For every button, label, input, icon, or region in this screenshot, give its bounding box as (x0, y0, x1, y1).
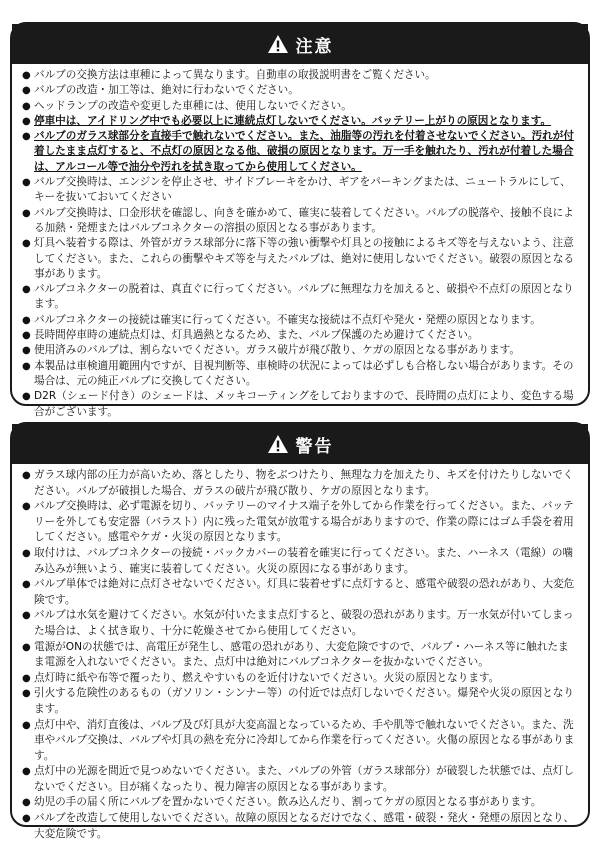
caution-list-item (22, 313, 578, 328)
warning-list-item (22, 718, 578, 765)
warning-list-item (22, 640, 578, 671)
caution-list-item (22, 389, 578, 420)
caution-item-text: バルブコネクターの脱着は、真直ぐに行ってください。バルブに無理な力を加えると、破損や不点灯の原因となります。 (34, 283, 574, 311)
warning-item-text: 点灯中の光源を間近で見つめないでください。また、バルブの外管（ガラス球部分）が破裂した状態では、点灯しないでください。目が痛くなったり、視力障害の原因となる事があります。 (34, 765, 574, 793)
caution-item-text: 灯具へ装着する際は、外管がガラス球部分に落下等の強い衝撃や灯具との接触によるキズ等を与えないよう、注意してください。また、これらの衝撃やキズ等を与えたバルブは、絶対に使用しないでください。破裂の原因となる事があります。 (34, 237, 575, 280)
warning-item-text: 取付けは、バルブコネクターの接続・バックカバーの装着を確実に行ってください。また、ハーネス（電線）の噛み込みが無いよう、確実に装着してください。火災の原因になる事があります。 (34, 546, 574, 575)
caution-item-text: バルブ交換時は、口金形状を確認し、向きを確かめて、確実に装着してください。バルブの脱落や、接触不良による加熱・発煙またはバルブコネクターの溶損の原因となる事があります。 (34, 206, 574, 234)
caution-item-text: バルブの改造・加工等は、絶対に行わないでください。 (34, 84, 299, 97)
warning-triangle-icon (267, 434, 289, 454)
warning-list-item (22, 671, 578, 687)
caution-list-item (22, 99, 578, 114)
warning-header (12, 424, 588, 464)
warning-list-item (22, 764, 578, 795)
caution-item-text: 長時間停車時の連続点灯は、灯具過熱となるため、また、バルブ保護のため避けてください。 (34, 329, 479, 342)
caution-list-item (22, 328, 578, 343)
caution-item-text: バルブコネクターの接続は確実に行ってください。不確実な接続は不点灯や発火・発煙の原因となります。 (34, 313, 541, 326)
caution-list-item (22, 175, 578, 206)
warning-list-item (22, 686, 578, 717)
warning-item-text: バルブは水気を避けてください。水気が付いたまま点灯すると、破裂の恐れがあります。万一水気が付いてしまった場合は、よく拭き取り、十分に乾燥させてから使用してください。 (34, 609, 574, 637)
warning-item-text: 引火する危険性のあるもの（ガソリン・シンナー等）の付近では点灯しないでください。爆発や火災の原因となります。 (34, 687, 575, 715)
caution-item-text: 停車中は、アイドリング中でも必要以上に連続点灯しないでください。バッテリー上がりの原因となります。 (34, 114, 552, 127)
caution-panel (10, 22, 590, 418)
caution-item-text: バルブのガラス球部分を直接手で触れないでください。また、油脂等の汚れを付着させないでください。汚れが付着したまま点灯すると、不点灯の原因となる他、破損の原因となります。万一手を触れたり、汚れが付着した場合は、アルコール等で油分や汚れを拭き取ってから使用してください。 (34, 130, 574, 173)
caution-list-item (22, 359, 578, 390)
caution-item-text: バルブ交換時は、エンジンを停止させ、サイドブレーキをかけ、ギアをパーキングまたは、ニュートラルにして、キーを抜いておいてください (34, 176, 571, 204)
warning-list-item (22, 795, 578, 811)
caution-item-text: ヘッドランプの改造や変更した車種には、使用しないでください。 (34, 99, 352, 112)
warning-item-text: 電源がONの状態では、高電圧が発生し、感電の恐れがあり、大変危険ですので、バルブ・ハーネス等に触れたまま電源を入れないでください。また、点灯中は絶対にバルブコネクターを抜かないでください。 (34, 640, 569, 669)
caution-list-item (22, 282, 578, 313)
caution-list-item (22, 83, 578, 98)
warning-item-text: バルブ単体では絶対に点灯させないでください。灯具に装着せずに点灯すると、感電や破裂の恐れがあり、大変危険です。 (34, 578, 575, 606)
caution-item-text: 本製品は車検適用範囲内ですが、目視判断等、車検時の状況によっては必ずしも合格しない場合があります。その場合は、元の純正バルブに交換してください。 (34, 359, 574, 387)
caution-item-text: D2R（シェード付き）のシェードは、メッキコーティングをしておりますので、長時間の点灯により、変色する場合がございます。 (34, 390, 574, 418)
warning-title: 警告 (295, 436, 334, 457)
caution-item-text: 使用済みのバルブは、割らないでください。ガラス破片が飛び散り、ケガの原因となる事があります。 (34, 344, 520, 357)
warning-list-item (22, 577, 578, 608)
warning-triangle-icon (267, 34, 289, 54)
caution-list (12, 64, 588, 420)
warning-item-text: 幼児の手の届く所にバルブを置かないでください。飲み込んだり、割ってケガの原因となる事があります。 (34, 796, 542, 809)
warning-item-text: バルブを改造して使用しないでください。故障の原因となるだけでなく、感電・破裂・発火・発煙の原因となり、大変危険です。 (34, 812, 575, 840)
warning-item-text: 点灯中や、消灯直後は、バルブ及び灯具が大変高温となっているため、手や肌等で触れないでください。また、洗車やバルブ交換は、バルブや灯具の熱を充分に冷却してから作業を行ってください。火傷の原因となる事があります。 (34, 718, 575, 762)
caution-list-item (22, 343, 578, 358)
warning-list (12, 464, 588, 842)
caution-item-text: バルブの交換方法は車種によって異なります。自動車の取扱説明書をご覧ください。 (34, 69, 436, 81)
caution-list-item (22, 236, 578, 282)
warning-list-item (22, 811, 578, 842)
warning-list-item (22, 546, 578, 577)
caution-list-item (22, 68, 578, 83)
caution-list-item (22, 114, 578, 129)
caution-list-item (22, 129, 578, 175)
warning-item-text: バルブ交換時は、必ず電源を切り、バッテリーのマイナス端子を外してから作業を行ってください。また、バッテリーを外しても安定器（バラスト）内に残った電気が放電する場合がありますので、作業の際にはゴム手袋を着用してください。感電やケガ・火災の原因となります。 (34, 500, 574, 544)
warning-list-item (22, 499, 578, 546)
warning-panel (10, 422, 590, 840)
warning-item-text: ガラス球内部の圧力が高いため、落としたり、物をぶつけたり、無理な力を加えたり、キズを付けたりしないでください。バルブが破損した場合、ガラスの破片が飛び散り、ケガの原因となります。 (34, 469, 574, 497)
caution-list-item (22, 206, 578, 237)
warning-item-text: 点灯時に紙や布等で覆ったり、燃えやすいものを近付けないでください。火災の原因となります。 (34, 671, 500, 684)
caution-title: 注意 (295, 36, 334, 57)
warning-list-item (22, 608, 578, 639)
warning-list-item (22, 468, 578, 499)
caution-header (12, 24, 588, 64)
